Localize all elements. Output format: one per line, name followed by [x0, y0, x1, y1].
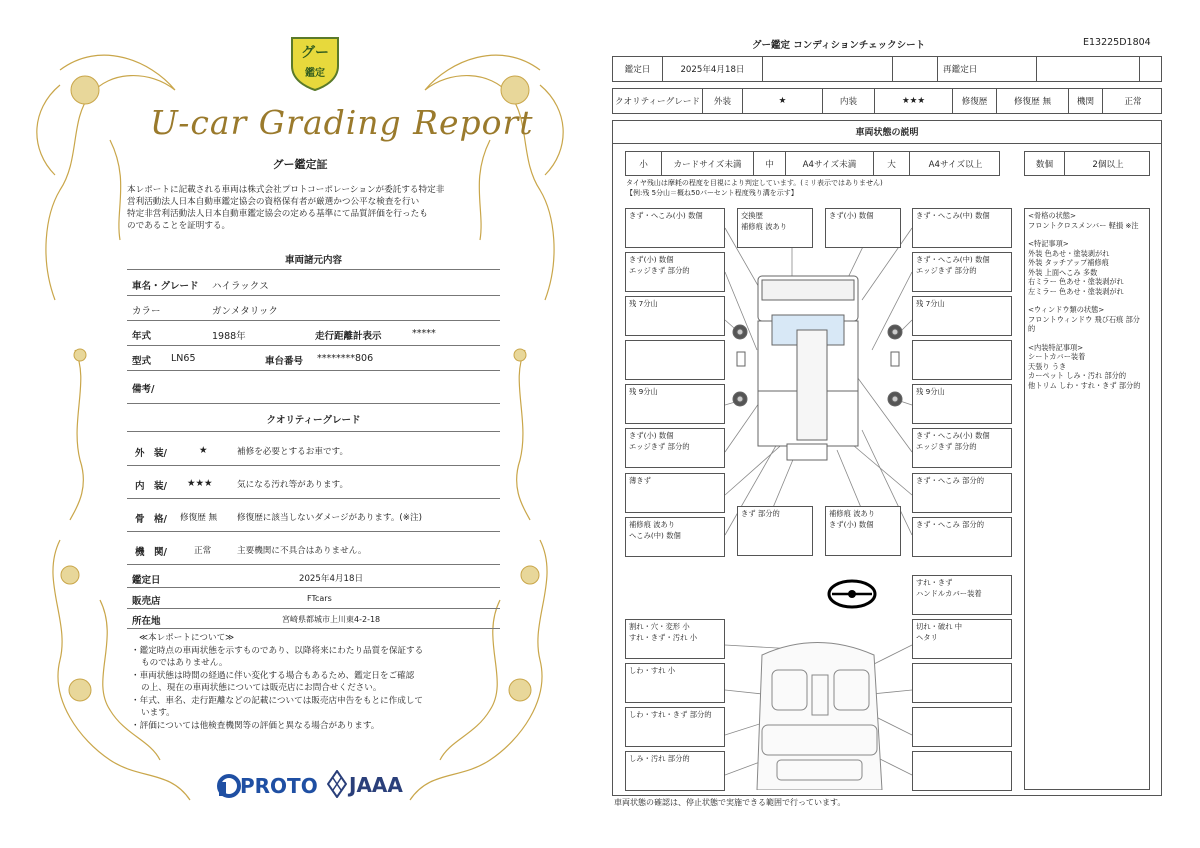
note-line: ・年式、車名、走行距離などの記載については販売店申告をもとに作成して: [131, 695, 424, 706]
badge-text-kantei: 鑑定: [305, 68, 325, 79]
sheet-id: E13225D1804: [1083, 37, 1151, 48]
damage-box: [912, 428, 1012, 468]
date-blank: [763, 57, 893, 81]
proto-logo-text: PROTO: [240, 774, 318, 798]
spec-heading: 車両諸元内容: [284, 255, 342, 266]
date-row: [612, 56, 1162, 82]
damage-text: しみ・汚れ 部分的: [629, 754, 690, 763]
damage-text: 交換歴: [741, 211, 763, 220]
shop-value: FTcars: [307, 594, 332, 603]
tire-note-line: タイヤ残山は摩耗の程度を目視により判定しています。(ミリ表示ではありません): [626, 179, 883, 187]
date-label: 鑑定日: [613, 57, 663, 81]
tire-box: [625, 384, 725, 424]
shop-row: [127, 589, 500, 609]
damage-text: きず・へこみ(中) 数個: [916, 211, 990, 220]
spec-row-remarks: [127, 372, 500, 404]
interior-box: [912, 619, 1012, 659]
frame-grade: 修復歴 無: [180, 513, 218, 523]
notes-title: ≪本レポートについて≫: [139, 633, 235, 643]
exterior-grade: ★: [199, 445, 208, 456]
damage-text: 切れ・破れ 中: [916, 622, 963, 631]
damage-text: エッジきず 部分的: [916, 265, 977, 275]
engine-desc: 主要機関に不具合はありません。: [237, 546, 367, 556]
damage-text: きず(小) 数個: [629, 431, 674, 440]
damage-text: ハンドルカバー装着: [916, 588, 982, 598]
date-value: 2025年4月18日: [663, 57, 763, 81]
legend-count-desc: 2個以上: [1092, 159, 1124, 170]
special-notes-panel: [1024, 208, 1150, 790]
legend-small-desc: カードサイズ未満: [662, 152, 754, 175]
legend-small: 小: [626, 152, 662, 175]
color-label: カラー: [132, 306, 161, 317]
year-label: 年式: [132, 331, 152, 342]
damage-box: [625, 517, 725, 557]
tire-box: [912, 384, 1012, 424]
damage-text: 補修痕 波あり: [741, 221, 788, 231]
remarks-label: 備考/: [132, 384, 155, 395]
damage-text: エッジきず 部分的: [629, 265, 690, 275]
intro-line: 本レポートに記載される車両は株式会社プロトコーポレーションが委託する特定非: [127, 185, 445, 195]
report-notes: [127, 632, 497, 732]
interior-box: [625, 707, 725, 747]
quality-heading-row: [127, 406, 500, 432]
damage-text: すれ・きず・汚れ 小: [629, 632, 697, 642]
steering-wheel-icon: [829, 581, 875, 607]
sheet-footer: 車両状態の確認は、停止状態で実施できる範囲で行っています。: [614, 798, 846, 807]
note-heading: <ウィンドウ類の状態>: [1028, 305, 1105, 314]
damage-text: 割れ・穴・変形 小: [629, 622, 690, 631]
interior-grade: ★★★: [187, 478, 213, 489]
damage-text: きず 部分的: [741, 509, 780, 518]
note-line: います。: [141, 708, 175, 718]
interior-box: [625, 663, 725, 703]
note-text: 他トリム しわ・すれ・きず 部分的: [1028, 380, 1141, 390]
note-line: ものではありません。: [141, 658, 228, 668]
window-notes: [1028, 305, 1146, 334]
note-text: フロントクロスメンバー 軽損 ※注: [1028, 220, 1139, 230]
reappraisal-label: 再鑑定日: [937, 57, 1037, 81]
interior-value: ★★★: [875, 89, 953, 113]
exterior-label: 外 装/: [135, 448, 167, 459]
damage-text: エッジきず 部分的: [916, 441, 977, 451]
note-text: カーペット しみ・汚れ 部分的: [1028, 371, 1127, 380]
legend-medium: 中: [754, 152, 786, 175]
interior-diagram: [757, 643, 882, 791]
note-text: 外装 色あせ・塗装剥がれ: [1028, 248, 1110, 258]
frame-label: 骨 格/: [135, 514, 167, 525]
history-value: 修復歴 無: [997, 89, 1069, 113]
name-label: 車名・グレード: [132, 281, 199, 292]
legend-large: 大: [874, 152, 910, 175]
tire-note: [626, 179, 883, 198]
frame-desc: 修復歴に該当しないダメージがあります。(※注): [237, 513, 422, 523]
note-text: シートカバー装着: [1028, 352, 1086, 361]
appraisal-date-label: 鑑定日: [132, 575, 161, 586]
special-notes: [1028, 239, 1146, 296]
goo-badge: [288, 32, 342, 92]
shop-label: 販売店: [132, 596, 161, 607]
spec-row-name: [127, 272, 500, 296]
damage-text: きず・へこみ(小) 数個: [629, 211, 703, 220]
exterior-desc: 補修を必要とするお車です。: [237, 447, 349, 457]
interior-notes: [1028, 343, 1146, 391]
quality-row-frame: [127, 500, 500, 532]
address-label: 所在地: [132, 616, 161, 627]
empty-box: [912, 707, 1012, 747]
proto-mark-icon: [216, 773, 242, 799]
reappraisal-value: [1037, 57, 1140, 81]
note-heading: <特記事項>: [1028, 239, 1069, 248]
damage-text: しわ・すれ・きず 部分的: [629, 710, 712, 719]
engine-value: 正常: [1124, 97, 1142, 107]
address-row: [127, 610, 500, 629]
note-line: ・鑑定時点の車両状態を示すものであり、以降将来にわたり品質を保証する: [131, 645, 424, 656]
interior-desc: 気になる汚れ等があります。: [237, 480, 349, 490]
note-text: 左ミラー 色あせ・塗装剥がれ: [1028, 286, 1124, 296]
note-line: の上、現在の車両状態については販売店にお問合せください。: [141, 683, 382, 693]
damage-text: きず・へこみ 部分的: [916, 476, 984, 485]
note-text: 外装 上面へこみ 多数: [1028, 267, 1098, 277]
interior-box: [625, 619, 725, 659]
quality-heading: クオリティーグレード: [266, 415, 361, 426]
section-title: 車両状態の説明: [612, 120, 1162, 144]
address-value: 宮崎県都城市上川東4-2-18: [282, 615, 381, 624]
note-heading: <骨格の状態>: [1028, 211, 1076, 220]
year-value: 1988年: [212, 331, 246, 342]
damage-text: へこみ(中) 数個: [629, 530, 681, 540]
damage-text: きず・へこみ 部分的: [916, 520, 984, 529]
damage-box: [912, 208, 1012, 248]
quality-row-exterior: [127, 434, 500, 466]
quality-row-engine: [127, 533, 500, 565]
jaaa-logo: [327, 770, 407, 800]
damage-text: エッジきず 部分的: [629, 441, 690, 451]
damage-text: しわ・すれ 小: [629, 666, 676, 675]
spec-row-model: [127, 347, 500, 371]
badge-text-goo: グー: [301, 45, 329, 61]
empty-box: [625, 340, 725, 380]
model-value: LN65: [171, 353, 196, 364]
engine-label: 機関: [1069, 89, 1103, 113]
damage-box: [625, 252, 725, 292]
damage-box: [825, 506, 901, 556]
report-script-title: U-car Grading Report: [150, 103, 534, 142]
note-line: ・車両状態は時間の経過に伴い変化する場合もあるため、鑑定日をご確認: [131, 670, 415, 681]
intro-line: 営利活動法人日本自動車鑑定協会の資格保有者が厳選かつ公平な検査を行い: [127, 197, 420, 207]
jaaa-logo-text: JAAA: [349, 773, 403, 797]
damage-text: 薄きず: [629, 476, 651, 485]
empty-box: [912, 751, 1012, 791]
exterior-label: 外装: [703, 89, 743, 113]
model-label: 型式: [132, 356, 152, 367]
damage-text: きず・へこみ(中) 数個: [916, 255, 990, 264]
tire-text: 残 9分山: [629, 387, 658, 396]
interior-label: 内 装/: [135, 481, 167, 492]
note-line: ・評価については他検査機関等の評価と異なる場合があります。: [131, 720, 380, 731]
interior-box: [625, 751, 725, 791]
damage-box: [737, 506, 813, 556]
appraisal-date-value: 2025年4月18日: [299, 574, 364, 584]
count-legend: [1024, 151, 1150, 176]
damage-text: きず(小) 数個: [829, 519, 874, 529]
appraisal-date-row: [127, 567, 500, 588]
mileage-value: *****: [412, 328, 436, 339]
color-value: ガンメタリック: [212, 306, 278, 317]
damage-box: [912, 252, 1012, 292]
proto-logo: [216, 772, 321, 800]
damage-text: 補修痕 波あり: [629, 520, 676, 529]
damage-text: 補修痕 波あり: [829, 509, 876, 518]
history-label: 修復歴: [953, 89, 997, 113]
damage-text: きず(小) 数個: [629, 255, 674, 264]
damage-box: [825, 208, 901, 248]
certificate-intro: [127, 184, 497, 232]
damage-box: [625, 473, 725, 513]
certificate-heading: グー鑑定証: [272, 158, 328, 171]
steering-box: [912, 575, 1012, 615]
legend-large-desc: A4サイズ以上: [928, 159, 983, 170]
damage-box: [625, 208, 725, 248]
mileage-label: 走行距離計表示: [315, 331, 382, 342]
spec-row-year: [127, 322, 500, 346]
interior-label: 内装: [823, 89, 875, 113]
chassis-value: ********806: [317, 353, 374, 364]
size-legend: [625, 151, 1000, 176]
note-text: フロントウィンドウ 飛び石痕 部分的: [1028, 314, 1140, 333]
damage-box: [912, 473, 1012, 513]
damage-text: きず(小) 数個: [829, 211, 874, 220]
tire-text: 残 7分山: [629, 299, 658, 308]
chassis-label: 車台番号: [265, 356, 304, 367]
legend-count: 数個: [1025, 152, 1065, 175]
engine-label: 機 関/: [135, 547, 167, 558]
note-text: 天張り うき: [1028, 361, 1067, 371]
grade-row: [612, 88, 1162, 114]
empty-box: [912, 340, 1012, 380]
note-text: 右ミラー 色あせ・塗装剥がれ: [1028, 277, 1124, 286]
name-value: ハイラックス: [212, 281, 269, 292]
note-heading: <内装特記事項>: [1028, 342, 1084, 352]
damage-box: [625, 428, 725, 468]
sheet-title: グー鑑定 コンディションチェックシート: [752, 40, 926, 51]
spec-row-color: [127, 297, 500, 321]
jaaa-mark-icon: [327, 770, 347, 798]
note-text: 外装 タッチアップ補修痕: [1028, 258, 1109, 267]
grade-label: クオリティーグレード: [613, 89, 703, 113]
tire-text: 残 9分山: [916, 387, 945, 396]
intro-line: 特定非営利活動法人日本自動車鑑定協会の定める基準にて品質評価を行ったも: [127, 209, 428, 219]
tire-box: [625, 296, 725, 336]
damage-text: ヘタリ: [916, 632, 938, 642]
tire-note-line: 【例:残 5分山＝概ね50パーセント程度残り溝を示す】: [626, 188, 798, 197]
tire-text: 残 7分山: [916, 299, 945, 308]
damage-box: [912, 517, 1012, 557]
exterior-value: ★: [743, 89, 823, 113]
spec-heading-row: [127, 246, 500, 270]
engine-grade: 正常: [194, 546, 212, 556]
empty-box: [912, 663, 1012, 703]
tire-box: [912, 296, 1012, 336]
damage-text: きず・へこみ(小) 数個: [916, 431, 990, 440]
reappraisal-extra: [1140, 57, 1163, 81]
reappraisal-spacer: [893, 57, 938, 81]
damage-text: すれ・きず: [916, 578, 953, 587]
frame-notes: [1028, 211, 1146, 230]
quality-row-interior: [127, 467, 500, 499]
damage-box: [737, 208, 813, 248]
legend-medium-desc: A4サイズ未満: [786, 152, 874, 175]
intro-line: のであることを証明する。: [127, 221, 231, 231]
